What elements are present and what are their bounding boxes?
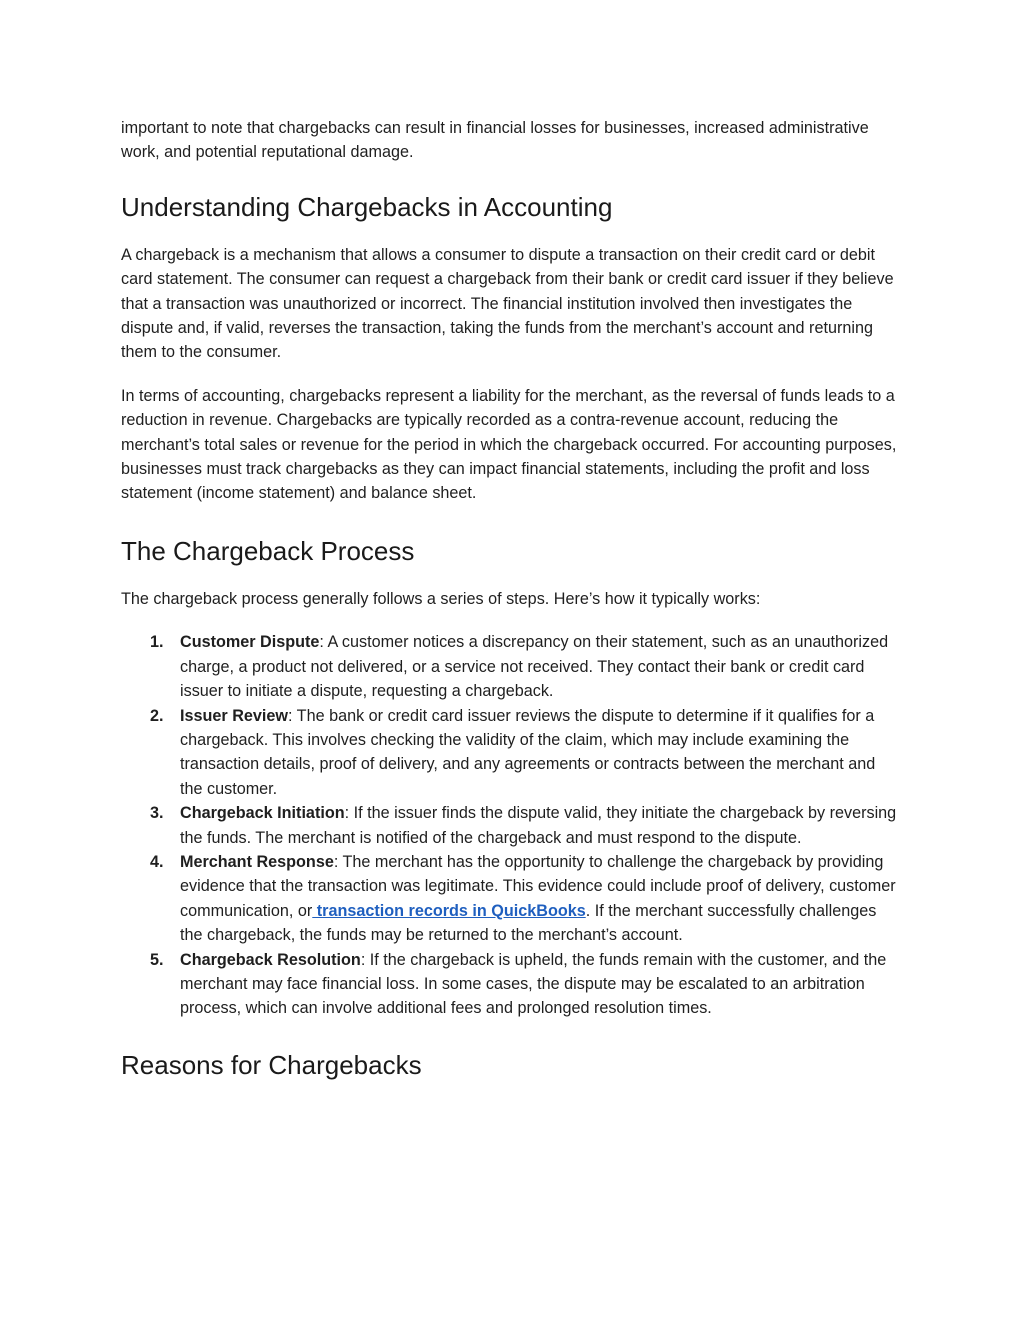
- step-number: 5.: [150, 950, 164, 969]
- list-item: [121, 948, 901, 1021]
- step-term: Chargeback Initiation: [180, 804, 345, 823]
- step-term: Merchant Response: [180, 852, 334, 871]
- chargeback-definition-paragraph: A chargeback is a mechanism that allows a consumer to dispute a transaction on their credit card or debit card statement. The consumer can request a chargeback from their bank or credit card issuer if they believe that a transaction was unauthorized or incorrect. The financial institution involved then investigates the dispute and, if valid, reverses the transaction, taking the funds from the merchant’s account and returning them to the consumer.: [121, 245, 894, 362]
- heading-chargeback-process: The Chargeback Process: [121, 535, 415, 566]
- process-steps-list: [121, 630, 901, 1021]
- intro-paragraph: important to note that chargebacks can result in financial losses for businesses, increased administrative work, and potential reputational damage.: [121, 119, 869, 162]
- step-description-continued: . If the merchant successfully challenges the chargeback, the funds may be returned to the merchant’s account.: [180, 901, 877, 945]
- accounting-terms-paragraph: In terms of accounting, chargebacks represent a liability for the merchant, as the reversal of funds leads to a reduction in revenue. Chargebacks are typically recorded as a contra-revenue account, reducing the merchant’s total sales or revenue for the period in which the chargeback occurred. For accounting purposes, businesses must track chargebacks as they can impact financial statements, including the profit and loss statement (income statement) and balance sheet.: [121, 386, 897, 503]
- step-term: Customer Dispute: [180, 633, 320, 652]
- document-page: [121, 116, 901, 1082]
- step-term: Chargeback Resolution: [180, 950, 361, 969]
- step-description: : The bank or credit card issuer reviews the dispute to determine if it qualifies for a chargeback. This involves checking the validity of the claim, which may include examining the transaction details, proof of delivery, and any agreements or contracts between the merchant and the customer.: [180, 706, 876, 798]
- quickbooks-transaction-records-link[interactable]: transaction records in QuickBooks: [312, 901, 586, 920]
- step-number: 3.: [150, 804, 164, 823]
- list-item: [121, 704, 901, 802]
- step-description: : A customer notices a discrepancy on their statement, such as an unauthorized charge, a product not delivered, or a service not received. They contact their bank or credit card issuer to initiate a dispute, requesting a chargeback.: [180, 633, 889, 701]
- heading-reasons-for-chargebacks: Reasons for Chargebacks: [121, 1049, 422, 1080]
- process-intro-paragraph: The chargeback process generally follows a series of steps. Here’s how it typically works:: [121, 589, 761, 608]
- list-item: [121, 801, 901, 850]
- step-description: : The merchant has the opportunity to challenge the chargeback by providing evidence that the transaction was legitimate. This evidence could include proof of delivery, customer communication, or: [180, 852, 896, 920]
- step-description: : If the chargeback is upheld, the funds remain with the customer, and the merchant may face financial loss. In some cases, the dispute may be escalated to an arbitration process, which can involve additional fees and prolonged resolution times.: [180, 950, 887, 1018]
- list-item: [121, 850, 901, 948]
- step-number: 2.: [150, 706, 164, 725]
- heading-understanding-chargebacks: Understanding Chargebacks in Accounting: [121, 191, 613, 222]
- step-number: 4.: [150, 852, 164, 871]
- step-number: 1.: [150, 633, 164, 652]
- list-item: [121, 630, 901, 703]
- step-description: : If the issuer finds the dispute valid, they initiate the chargeback by reversing the funds. The merchant is notified of the chargeback and must respond to the dispute.: [180, 804, 897, 847]
- step-term: Issuer Review: [180, 706, 288, 725]
